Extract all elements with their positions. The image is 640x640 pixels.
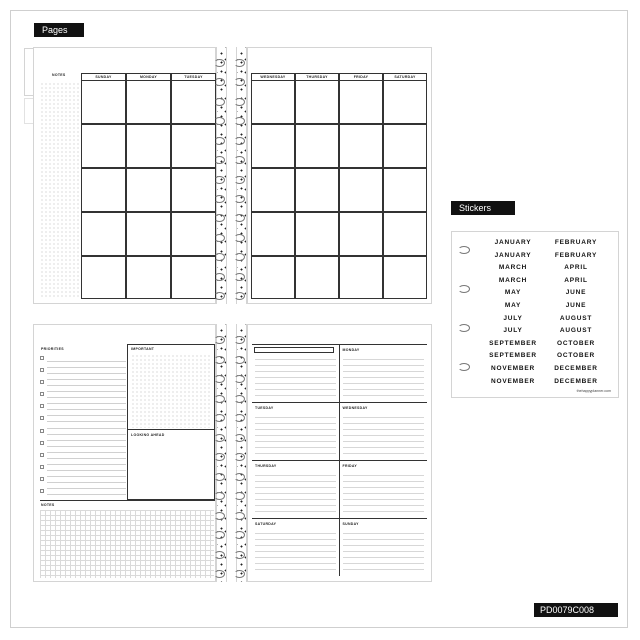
priority-line: [47, 476, 126, 477]
priority-line: [47, 482, 126, 483]
binder-ring-icon: [458, 363, 470, 371]
day-header: SATURDAY: [383, 73, 427, 81]
weekday-label: THURSDAY: [255, 464, 277, 468]
month-sticker: JUNE: [565, 289, 587, 297]
calendar-cell: [171, 80, 216, 124]
month-sticker: AUGUST: [559, 314, 593, 322]
month-sticker: FEBRUARY: [554, 251, 598, 259]
calendar-cell: [339, 168, 383, 212]
priority-checkbox: [40, 477, 44, 481]
priority-checkbox: [40, 368, 44, 372]
calendar-cell: [81, 80, 126, 124]
binder-ring-icon: [214, 336, 225, 344]
looking-ahead-section: [127, 430, 215, 500]
calendar-cell: [171, 212, 216, 256]
priority-line: [47, 446, 126, 447]
priority-checkbox: [40, 416, 44, 420]
month-sticker: OCTOBER: [557, 339, 595, 347]
monthly-right-calendar: [251, 73, 427, 300]
calendar-cell: [339, 212, 383, 256]
priority-checkbox: [40, 465, 44, 469]
binder-ring-icon: [234, 531, 245, 539]
month-sticker: DECEMBER: [554, 377, 598, 385]
binder-ring-icon: [214, 473, 225, 481]
monthly-left-calendar: [81, 73, 216, 300]
day-header: SUNDAY: [81, 73, 126, 81]
month-sticker: MAY: [504, 289, 522, 297]
day-header: WEDNESDAY: [251, 73, 295, 81]
priority-line: [47, 428, 126, 429]
month-sticker: JANUARY: [494, 239, 532, 246]
calendar-cell: [383, 168, 427, 212]
binder-ring-icon: [214, 234, 225, 242]
weekly-notes-box: [254, 347, 334, 353]
priority-checkbox: [40, 404, 44, 408]
calendar-cell: [383, 256, 427, 300]
binder-ring-icon: [234, 336, 245, 344]
priority-line: [47, 409, 126, 410]
priority-line: [47, 464, 126, 465]
weekday-cell: [340, 402, 428, 460]
calendar-cell: [251, 212, 295, 256]
calendar-cell: [251, 124, 295, 168]
binder-ring-icon: [234, 551, 245, 559]
calendar-cell: [81, 168, 126, 212]
priorities-list: [40, 355, 126, 500]
priority-line: [47, 379, 126, 380]
priority-line: [47, 440, 126, 441]
daily-notes-section: [40, 500, 215, 579]
binder-ring-icon: [234, 137, 245, 145]
priority-checkbox: [40, 489, 44, 493]
priority-line: [47, 415, 126, 416]
priority-checkbox: [40, 356, 44, 360]
calendar-cell: [251, 80, 295, 124]
weekly-grid: [252, 344, 427, 576]
binder-ring-icon: [214, 59, 225, 67]
binder-ring-icon: [214, 453, 225, 461]
binder-ring-icon: [234, 375, 245, 383]
binder-ring-icon: [234, 414, 245, 422]
binder-ring-icon: [234, 492, 245, 500]
calendar-cell: [251, 256, 295, 300]
month-sticker: JUNE: [565, 302, 587, 309]
important-label: IMPORTANT: [131, 347, 155, 351]
weekday-cell: [340, 460, 428, 518]
binder-ring-icon: [214, 195, 225, 203]
priority-line: [47, 361, 126, 362]
calendar-cell: [81, 212, 126, 256]
binder-ring-icon: [214, 356, 225, 364]
binder-ring-icon: [234, 59, 245, 67]
binder-ring-icon: [234, 195, 245, 203]
calendar-cell: [295, 212, 339, 256]
priority-line: [47, 452, 126, 453]
calendar-cell: [251, 168, 295, 212]
weekday-cell: [340, 518, 428, 576]
binder-ring-icon: [214, 176, 225, 184]
calendar-cell: [295, 124, 339, 168]
notes-square-grid: [40, 510, 214, 578]
month-sticker: SEPTEMBER: [489, 352, 537, 360]
binder-ring-icon: [214, 395, 225, 403]
binder-ring-icon: [458, 324, 470, 332]
binder-ring-icon: [214, 512, 225, 520]
priority-line: [47, 470, 126, 471]
priority-checkbox: [40, 380, 44, 384]
month-sticker: OCTOBER: [557, 352, 595, 360]
priority-checkbox: [40, 429, 44, 433]
calendar-cell: [126, 168, 171, 212]
daily-notes-label: NOTES: [41, 503, 55, 507]
month-sticker: MAY: [504, 302, 522, 309]
month-sticker: MARCH: [498, 276, 528, 284]
binder-ring-icon: [214, 292, 225, 300]
month-sticker-list: [452, 232, 620, 399]
priority-line: [47, 488, 126, 489]
stickers-label: [451, 201, 515, 215]
weekday-label: MONDAY: [342, 348, 360, 352]
writing-lines: [255, 417, 336, 458]
weekly-page: [247, 324, 432, 582]
binder-ring-icon: [214, 570, 225, 578]
stickers-label-text: Stickers: [459, 203, 492, 213]
binder-ring-icon: [234, 473, 245, 481]
binder-ring-icon: [214, 551, 225, 559]
writing-lines: [255, 359, 336, 400]
notes-dot-grid: [40, 82, 80, 299]
month-sticker: NOVEMBER: [491, 365, 535, 372]
binder-ring-icon: [214, 273, 225, 281]
priority-line: [47, 434, 126, 435]
weekday-cell: [252, 402, 340, 460]
priority-line: [47, 373, 126, 374]
binder-ring-icon: [234, 234, 245, 242]
priority-line: [47, 385, 126, 386]
weekday-label: TUESDAY: [255, 406, 274, 410]
binder-ring-icon: [234, 570, 245, 578]
priority-line: [47, 458, 126, 459]
writing-lines: [343, 359, 425, 400]
brand-text: thehappyplanner.com: [576, 389, 611, 393]
binder-ring-icon: [234, 356, 245, 364]
calendar-cell: [171, 124, 216, 168]
priority-checkbox: [40, 441, 44, 445]
month-sticker: JULY: [503, 314, 523, 322]
important-dot-grid: [131, 354, 211, 428]
month-sticker: APRIL: [564, 264, 588, 272]
month-sticker: APRIL: [564, 276, 588, 284]
priority-line: [47, 397, 126, 398]
binder-ring-icon: [214, 98, 225, 106]
calendar-cell: [171, 168, 216, 212]
calendar-cell: [81, 124, 126, 168]
calendar-cell: [295, 168, 339, 212]
looking-ahead-label: LOOKING AHEAD: [131, 433, 165, 437]
priorities-label: PRIORITIES: [41, 347, 64, 351]
month-sticker: DECEMBER: [554, 365, 598, 372]
binder-ring-icon: [234, 292, 245, 300]
calendar-cell: [81, 256, 126, 300]
weekday-cell: [252, 518, 340, 576]
calendar-cell: [126, 256, 171, 300]
month-sticker: SEPTEMBER: [489, 339, 537, 347]
month-sticker: JANUARY: [494, 251, 532, 259]
binder-ring-icon: [214, 137, 225, 145]
calendar-cell: [171, 256, 216, 300]
priority-checkbox: [40, 453, 44, 457]
daily-page: [33, 324, 216, 582]
product-code-text: PD0079C008: [540, 605, 595, 615]
writing-lines: [343, 417, 425, 458]
monthly-left-page: [33, 47, 216, 304]
month-sticker: FEBRUARY: [554, 239, 598, 246]
weekday-label: FRIDAY: [342, 464, 358, 468]
writing-lines: [343, 475, 425, 516]
month-sticker: AUGUST: [559, 327, 593, 335]
weekday-cell: [340, 344, 428, 402]
month-sticker: JULY: [503, 327, 523, 335]
calendar-cell: [339, 256, 383, 300]
calendar-cell: [339, 80, 383, 124]
weekly-notes-cell: [252, 344, 340, 402]
weekday-label: WEDNESDAY: [342, 406, 368, 410]
weekday-label: SATURDAY: [255, 522, 277, 526]
important-section: [127, 344, 215, 430]
binder-ring-icon: [214, 375, 225, 383]
binder-ring-icon: [214, 434, 225, 442]
binder-ring-icon: [234, 176, 245, 184]
calendar-cell: [383, 124, 427, 168]
weekday-cell: [252, 460, 340, 518]
sticker-sheet: [451, 231, 619, 398]
weekday-label: SUNDAY: [342, 522, 359, 526]
pages-label-text: Pages: [42, 25, 68, 35]
binder-ring-icon: [214, 414, 225, 422]
calendar-cell: [295, 80, 339, 124]
calendar-cell: [383, 212, 427, 256]
pages-label: [34, 23, 84, 37]
binder-ring-icon: [234, 395, 245, 403]
month-sticker: MARCH: [498, 264, 528, 272]
writing-lines: [343, 533, 425, 574]
binder-ring-icon: [214, 531, 225, 539]
priority-line: [47, 367, 126, 368]
calendar-cell: [339, 124, 383, 168]
calendar-cell: [295, 256, 339, 300]
priority-line: [47, 403, 126, 404]
month-sticker: NOVEMBER: [491, 377, 535, 385]
day-header: TUESDAY: [171, 73, 216, 81]
product-code-badge: [534, 603, 618, 617]
binder-ring-icon: [234, 273, 245, 281]
day-header: MONDAY: [126, 73, 171, 81]
day-header: FRIDAY: [339, 73, 383, 81]
calendar-cell: [126, 124, 171, 168]
calendar-cell: [383, 80, 427, 124]
priority-checkbox: [40, 392, 44, 396]
day-header: THURSDAY: [295, 73, 339, 81]
binder-ring-icon: [234, 434, 245, 442]
binder-ring-icon: [234, 453, 245, 461]
monthly-right-page: [247, 47, 432, 304]
calendar-cell: [126, 80, 171, 124]
binder-ring-icon: [458, 246, 470, 254]
notes-label: NOTES: [52, 73, 66, 77]
priority-line: [47, 421, 126, 422]
priority-line: [47, 391, 126, 392]
calendar-cell: [126, 212, 171, 256]
writing-lines: [255, 475, 336, 516]
binder-ring-icon: [458, 285, 470, 293]
binder-ring-icon: [234, 512, 245, 520]
binder-ring-icon: [214, 492, 225, 500]
writing-lines: [255, 533, 336, 574]
binder-ring-icon: [234, 98, 245, 106]
priority-line: [47, 494, 126, 495]
